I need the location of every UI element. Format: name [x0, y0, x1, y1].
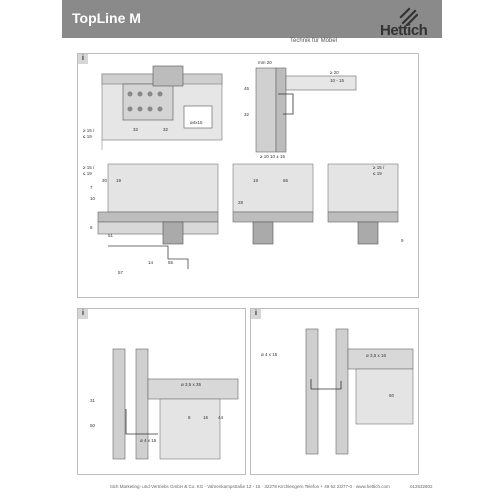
bottom-right-technical-drawing	[251, 309, 418, 474]
document-number: 012532802	[410, 484, 433, 489]
dim-mid-10: 10	[90, 196, 96, 201]
dim-mid-28: 28	[238, 200, 244, 205]
dim-32b: 32	[163, 127, 169, 132]
screw-label: ø4x15	[190, 120, 203, 125]
dim-50: 50	[90, 423, 96, 428]
brand-name: Hettich	[380, 22, 428, 39]
dim-16: 16	[203, 415, 209, 420]
brand-tagline: Technik für Möbel	[290, 38, 338, 44]
top-technical-drawing	[78, 54, 418, 297]
dim-31: 31	[90, 398, 96, 403]
dim-mid-8: 8	[90, 225, 93, 230]
dim-mid-7: 7	[90, 185, 93, 190]
footer-address: ttich Marketing- und Vertriebs GmbH & Co. KG · Vahrenkampstraße 12 - 16 · 32278 Kirchlengern Telefon + 49 52 23/77-0 · www.hettich.com	[110, 484, 390, 489]
dim-mid-65: 65	[283, 178, 289, 183]
screw-label-35: ø 3,5 x 35	[181, 382, 202, 387]
page-title: TopLine M	[72, 10, 141, 26]
screw-label-15: ø 4 x 15	[140, 438, 157, 443]
dim-mid-15: ≥ 15 /	[83, 165, 95, 170]
dim-mid-57: 57	[118, 270, 124, 275]
dim-32-side: 32	[244, 112, 250, 117]
info-tag: i	[251, 309, 261, 319]
installation-panel-top	[77, 53, 419, 298]
dim-10-15: 10 - 15	[330, 78, 345, 83]
info-tag: i	[78, 54, 88, 64]
dim-bottom-mid: ≥ 10 10 ± 15	[260, 154, 285, 159]
dim-60: 60	[389, 393, 395, 398]
dim-mid-19a: 19	[116, 178, 122, 183]
dim-8: 8	[188, 415, 191, 420]
installation-panel-bottom-right	[250, 308, 419, 475]
dim-left-19: ≤ 19	[83, 134, 92, 139]
dim-mm20: mm 20	[258, 60, 272, 65]
dim-mid-51: 51	[108, 233, 114, 238]
dim-right-19: ≤ 19	[373, 171, 382, 176]
bottom-left-technical-drawing	[78, 309, 245, 474]
dim-mid-30: 30	[102, 178, 108, 183]
dim-d20: ≥ 20	[330, 70, 339, 75]
dim-32: 32	[133, 127, 139, 132]
dim-mid-14: 14	[148, 260, 154, 265]
dim-mid-55: 55	[168, 260, 174, 265]
screw-label-16: ø 3,5 x 16	[366, 353, 387, 358]
screw-label-15: ø 4 x 15	[261, 352, 278, 357]
dim-45: 45	[244, 86, 250, 91]
dim-right-9: 9	[401, 238, 404, 243]
dim-mid-19b: 19	[253, 178, 259, 183]
dim-right-15: ≥ 15 /	[373, 165, 385, 170]
installation-panel-bottom-left	[77, 308, 246, 475]
info-tag: i	[78, 309, 88, 319]
dim-mid-19: ≤ 19	[83, 171, 92, 176]
dim-left-15: ≥ 15 /	[83, 128, 95, 133]
dim-44: 44	[218, 415, 224, 420]
